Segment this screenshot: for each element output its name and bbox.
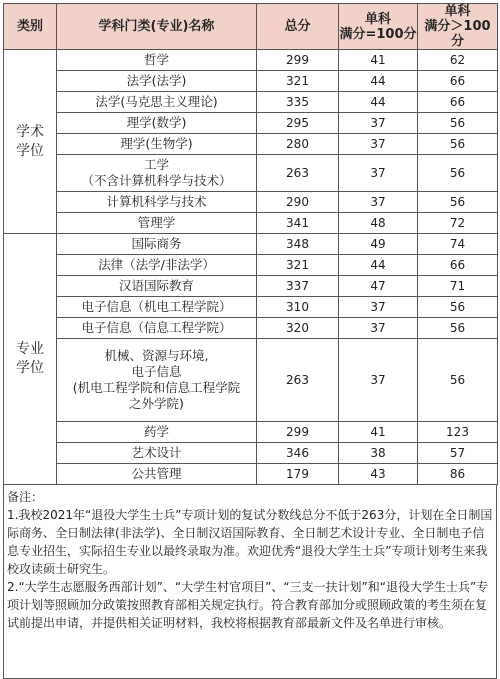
subject-name-cell xyxy=(57,71,257,92)
header-single-100-line2: 满分=100分 xyxy=(339,26,417,42)
table-row xyxy=(4,92,498,113)
single-100-score-cell: 43 xyxy=(339,464,418,485)
single-100-score-cell: 37 xyxy=(339,297,418,318)
subject-name-line: 哲学 xyxy=(143,52,169,67)
subject-name-cell xyxy=(57,255,257,276)
single-over-100-score-cell: 66 xyxy=(418,92,498,113)
category-cell xyxy=(4,234,57,485)
subject-name-cell xyxy=(57,339,257,422)
subject-name-line: 电子信息（机电工程学院） xyxy=(81,299,232,314)
single-over-100-score-cell: 74 xyxy=(418,234,498,255)
subject-name-line: 之外学院) xyxy=(129,396,184,411)
single-100-score-cell: 44 xyxy=(339,255,418,276)
subject-name-line: 机械、资源与环境, xyxy=(104,348,209,363)
total-score-cell: 280 xyxy=(257,134,339,155)
table-row xyxy=(4,339,498,422)
total-score-cell: 299 xyxy=(257,50,339,71)
table-row xyxy=(4,155,498,192)
table-row xyxy=(4,192,498,213)
subject-name-line: 工学 xyxy=(143,157,169,172)
subject-name-line: 汉语国际教育 xyxy=(118,278,194,293)
subject-name-cell xyxy=(57,192,257,213)
single-over-100-score-cell: 62 xyxy=(418,50,498,71)
subject-name-cell xyxy=(57,318,257,339)
category-label-line: 学位 xyxy=(16,360,44,376)
single-100-score-cell: 49 xyxy=(339,234,418,255)
header-single-over-100-line1: 单科 xyxy=(444,4,471,19)
table-row xyxy=(4,297,498,318)
single-100-score-cell: 41 xyxy=(339,422,418,443)
total-score-cell: 346 xyxy=(257,443,339,464)
header-single-100 xyxy=(339,4,418,50)
score-document xyxy=(3,3,497,679)
single-over-100-score-cell: 56 xyxy=(418,134,498,155)
header-category: 类别 xyxy=(4,4,57,50)
total-score-cell: 299 xyxy=(257,422,339,443)
total-score-cell: 295 xyxy=(257,113,339,134)
table-row xyxy=(4,50,498,71)
table-header-row xyxy=(4,4,498,50)
single-over-100-score-cell: 56 xyxy=(418,339,498,422)
single-100-score-cell: 37 xyxy=(339,134,418,155)
subject-name-cell xyxy=(57,50,257,71)
subject-name-line: 管理学 xyxy=(137,215,176,230)
single-over-100-score-cell: 66 xyxy=(418,71,498,92)
single-100-score-cell: 38 xyxy=(339,443,418,464)
single-100-score-cell: 37 xyxy=(339,192,418,213)
category-cell xyxy=(4,50,57,234)
single-over-100-score-cell: 86 xyxy=(418,464,498,485)
subject-name-cell xyxy=(57,213,257,234)
table-row xyxy=(4,443,498,464)
total-score-cell: 321 xyxy=(257,71,339,92)
header-single-over-100-line2: 满分＞100分 xyxy=(424,19,491,49)
subject-name-line: 计算机科学与技术 xyxy=(106,194,207,209)
category-label-line: 专业 xyxy=(16,341,44,357)
single-over-100-score-cell: 56 xyxy=(418,155,498,192)
single-over-100-score-cell: 57 xyxy=(418,443,498,464)
notes-item-2: 2.“大学生志愿服务西部计划”、“大学生村官项目”、“三支一扶计划”和“退役大学生士兵”专项计划等照顾加分政策按照教育部相关规定执行。符合教育部加分或照顾政策的考生须在复试前提出申请，并提供相关证明材料，我校将根据教育部最新文件及名单进行审核。 xyxy=(7,580,489,630)
single-100-score-cell: 37 xyxy=(339,155,418,192)
total-score-cell: 335 xyxy=(257,92,339,113)
table-row xyxy=(4,318,498,339)
header-single-over-100 xyxy=(418,4,498,50)
subject-name-line: (机电工程学院和信息工程学院 xyxy=(72,380,241,395)
table-body xyxy=(4,50,498,485)
category-label-line: 学术 xyxy=(16,123,44,140)
subject-name-line: 电子信息（信息工程学院） xyxy=(81,320,232,335)
single-over-100-score-cell: 71 xyxy=(418,276,498,297)
single-100-score-cell: 48 xyxy=(339,213,418,234)
single-over-100-score-cell: 56 xyxy=(418,192,498,213)
single-over-100-score-cell: 56 xyxy=(418,297,498,318)
subject-name-line: 国际商务 xyxy=(131,236,182,251)
subject-name-line: 药学 xyxy=(143,424,169,439)
single-100-score-cell: 37 xyxy=(339,318,418,339)
total-score-cell: 263 xyxy=(257,155,339,192)
single-over-100-score-cell: 56 xyxy=(418,113,498,134)
single-over-100-score-cell: 123 xyxy=(418,422,498,443)
total-score-cell: 263 xyxy=(257,339,339,422)
table-row xyxy=(4,422,498,443)
total-score-cell: 348 xyxy=(257,234,339,255)
table-row xyxy=(4,71,498,92)
header-total: 总分 xyxy=(257,4,339,50)
subject-name-cell xyxy=(57,422,257,443)
subject-name-cell xyxy=(57,276,257,297)
subject-name-cell xyxy=(57,464,257,485)
score-table xyxy=(3,3,498,485)
single-100-score-cell: 47 xyxy=(339,276,418,297)
total-score-cell: 337 xyxy=(257,276,339,297)
single-over-100-score-cell: 72 xyxy=(418,213,498,234)
single-100-score-cell: 44 xyxy=(339,92,418,113)
table-row xyxy=(4,255,498,276)
category-label-line: 学位 xyxy=(16,142,44,159)
subject-name-cell xyxy=(57,155,257,192)
total-score-cell: 179 xyxy=(257,464,339,485)
subject-name-line: 法学(马克思主义理论) xyxy=(95,94,218,109)
table-row xyxy=(4,234,498,255)
header-subject: 学科门类(专业)名称 xyxy=(57,4,257,50)
subject-name-line: 理学(生物学) xyxy=(120,136,193,151)
total-score-cell: 321 xyxy=(257,255,339,276)
total-score-cell: 341 xyxy=(257,213,339,234)
single-over-100-score-cell: 56 xyxy=(418,318,498,339)
single-100-score-cell: 44 xyxy=(339,71,418,92)
header-single-100-line1: 单科 xyxy=(364,11,391,27)
subject-name-line: 公共管理 xyxy=(131,466,182,481)
subject-name-line: 法律（法学/非法学） xyxy=(98,257,215,272)
table-row xyxy=(4,113,498,134)
single-100-score-cell: 37 xyxy=(339,113,418,134)
subject-name-cell xyxy=(57,297,257,318)
single-over-100-score-cell: 66 xyxy=(418,255,498,276)
total-score-cell: 290 xyxy=(257,192,339,213)
table-row xyxy=(4,213,498,234)
single-100-score-cell: 41 xyxy=(339,50,418,71)
subject-name-line: （不含计算机科学与技术） xyxy=(81,173,232,188)
table-row xyxy=(4,276,498,297)
total-score-cell: 310 xyxy=(257,297,339,318)
subject-name-cell xyxy=(57,443,257,464)
table-row xyxy=(4,464,498,485)
subject-name-line: 艺术设计 xyxy=(131,445,182,460)
subject-name-line: 法学(法学) xyxy=(126,73,187,88)
notes-title: 备注： xyxy=(7,490,44,504)
subject-name-cell xyxy=(57,113,257,134)
subject-name-cell xyxy=(57,234,257,255)
single-100-score-cell: 37 xyxy=(339,339,418,422)
subject-name-cell xyxy=(57,134,257,155)
total-score-cell: 320 xyxy=(257,318,339,339)
subject-name-cell xyxy=(57,92,257,113)
table-row xyxy=(4,134,498,155)
subject-name-line: 理学(数学) xyxy=(126,115,187,130)
subject-name-line: 电子信息 xyxy=(131,364,182,379)
notes-section xyxy=(3,485,497,679)
notes-item-1: 1.我校2021年“退役大学生士兵”专项计划的复试分数线总分不低于263分，计划在全日制国际商务、全日制法律(非法学)、全日制汉语国际教育、全日制艺术设计专业、全日制电子信息专业招生，实际招生专业以最终录取为准。欢迎优秀“退役大学生士兵”专项计划考生来我校攻读硕士研究生。 xyxy=(7,508,493,576)
